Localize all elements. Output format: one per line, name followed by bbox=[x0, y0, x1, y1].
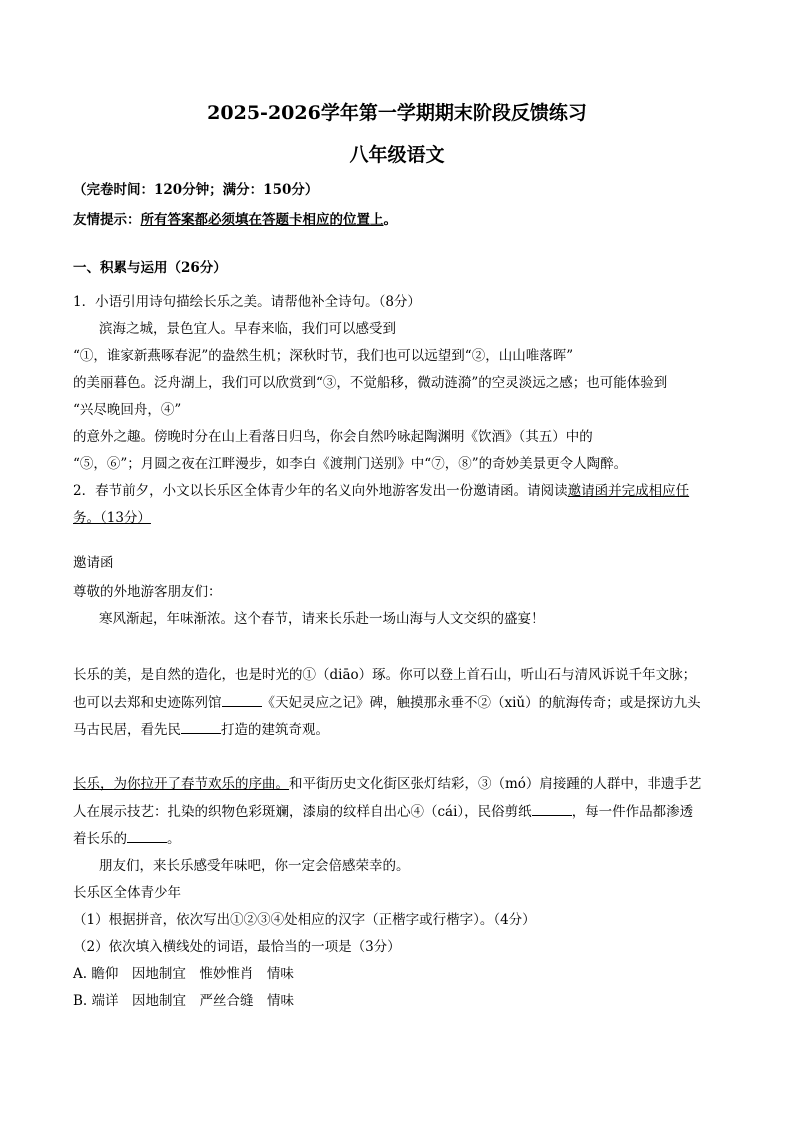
letter-paragraph-4: 朋友们，来长乐感受年味吧，你一定会倍感荣幸的。 bbox=[99, 858, 410, 874]
q1-line-4: “兴尽晚回舟，④” bbox=[73, 402, 182, 418]
q2-stem-b: 邀请函并完成相应任 bbox=[567, 483, 690, 499]
letter-p3-line-3 bbox=[73, 829, 181, 848]
friendly-tip bbox=[73, 211, 397, 229]
p3-l3b: 。 bbox=[167, 831, 181, 847]
letter-p2-line-1: 长乐的美，是自然的造化，也是时光的①（diāo）琢。你可以登上首石山，听山石与清风诉说千年文脉； bbox=[73, 667, 697, 683]
fill-blank-1 bbox=[222, 693, 262, 707]
letter-p2-line-3 bbox=[73, 720, 329, 739]
option-a: A. 瞻仰 因地制宜 惟妙惟肖 情味 bbox=[73, 966, 294, 982]
q2-stem-line-2: 务。（13分） bbox=[73, 510, 151, 526]
tip-label: 友情提示： bbox=[73, 212, 141, 228]
fill-blank-3 bbox=[532, 802, 572, 816]
letter-p2-line-2 bbox=[73, 693, 701, 712]
fill-blank-4 bbox=[127, 829, 167, 843]
exam-subtitle: 八年级语文 bbox=[349, 144, 445, 166]
p2-l3b: 打造的建筑奇观。 bbox=[221, 722, 329, 738]
q1-line-3: 的美丽暮色。泛舟湖上，我们可以欣赏到“③，不觉船移，微动涟漪”的空灵淡远之感；也可能体验到 bbox=[73, 375, 668, 391]
p3-l1b: 和平街历史文化街区张灯结彩，③（mó）肩接踵的人群中，非遗手艺 bbox=[289, 776, 702, 792]
p3-l3a: 着长乐的 bbox=[73, 831, 127, 847]
q1-stem: 1．小语引用诗句描绘长乐之美。请帮他补全诗句。（8分） bbox=[73, 294, 421, 310]
letter-p3-line-2 bbox=[73, 802, 693, 821]
exam-info: （完卷时间：120分钟；满分：150分） bbox=[73, 182, 319, 198]
p2-l2a: 也可以去郑和史迹陈列馆 bbox=[73, 695, 222, 711]
tip-end: 。 bbox=[383, 212, 397, 228]
sub-question-2: （2）依次填入横线处的词语，最恰当的一项是（3分） bbox=[73, 939, 401, 955]
letter-title: 邀请函 bbox=[73, 555, 114, 571]
exam-title: 2025-2026学年第一学期期末阶段反馈练习 bbox=[207, 102, 587, 124]
q2-stem-line-1 bbox=[73, 482, 689, 500]
q1-line-5: 的意外之趣。傍晚时分在山上看落日归鸟，你会自然吟咏起陶渊明《饮酒》（其五）中的 bbox=[73, 429, 593, 445]
letter-p3-line-1 bbox=[73, 775, 701, 793]
q1-line-6: “⑤，⑥”；月圆之夜在江畔漫步，如李白《渡荆门送别》中“⑦，⑧”的奇妙美景更令人陶醉。 bbox=[73, 456, 628, 472]
p3-l2a: 人在展示技艺：扎染的织物色彩斑斓，漆扇的纹样自出心④（cái），民俗剪纸 bbox=[73, 804, 532, 820]
q1-line-1: 滨海之城，景色宜人。早春来临，我们可以感受到 bbox=[99, 321, 396, 337]
p2-l3a: 马古民居，看先民 bbox=[73, 722, 181, 738]
letter-greeting: 尊敬的外地游客朋友们： bbox=[73, 584, 222, 600]
letter-signature: 长乐区全体青少年 bbox=[73, 885, 181, 901]
fill-blank-2 bbox=[181, 720, 221, 734]
letter-paragraph-1: 寒风渐起，年味渐浓。这个春节，请来长乐赴一场山海与人文交织的盛宴！ bbox=[99, 611, 545, 627]
q1-line-2: “①，谁家新燕啄春泥”的盎然生机；深秋时节，我们也可以远望到“②，山山唯落晖” bbox=[73, 348, 574, 364]
tip-text: 所有答案都必须填在答题卡相应的位置上 bbox=[140, 212, 384, 228]
p3-l1a: 长乐，为你拉开了春节欢乐的序曲。 bbox=[73, 776, 289, 792]
p2-l2b: 《天妃灵应之记》碑，触摸那永垂不②（xiǔ）的航海传奇；或是探访九头 bbox=[261, 695, 701, 711]
option-b: B. 端详 因地制宜 严丝合缝 情味 bbox=[73, 993, 295, 1009]
q2-stem-a: 2．春节前夕，小文以长乐区全体青少年的名义向外地游客发出一份邀请函。请阅读 bbox=[73, 483, 568, 499]
section-heading: 一、积累与运用（26分） bbox=[73, 260, 227, 276]
sub-question-1: （1）根据拼音，依次写出①②③④处相应的汉字（正楷字或行楷字）。（4分） bbox=[73, 912, 536, 928]
p3-l2b: ，每一件作品都渗透 bbox=[571, 804, 694, 820]
